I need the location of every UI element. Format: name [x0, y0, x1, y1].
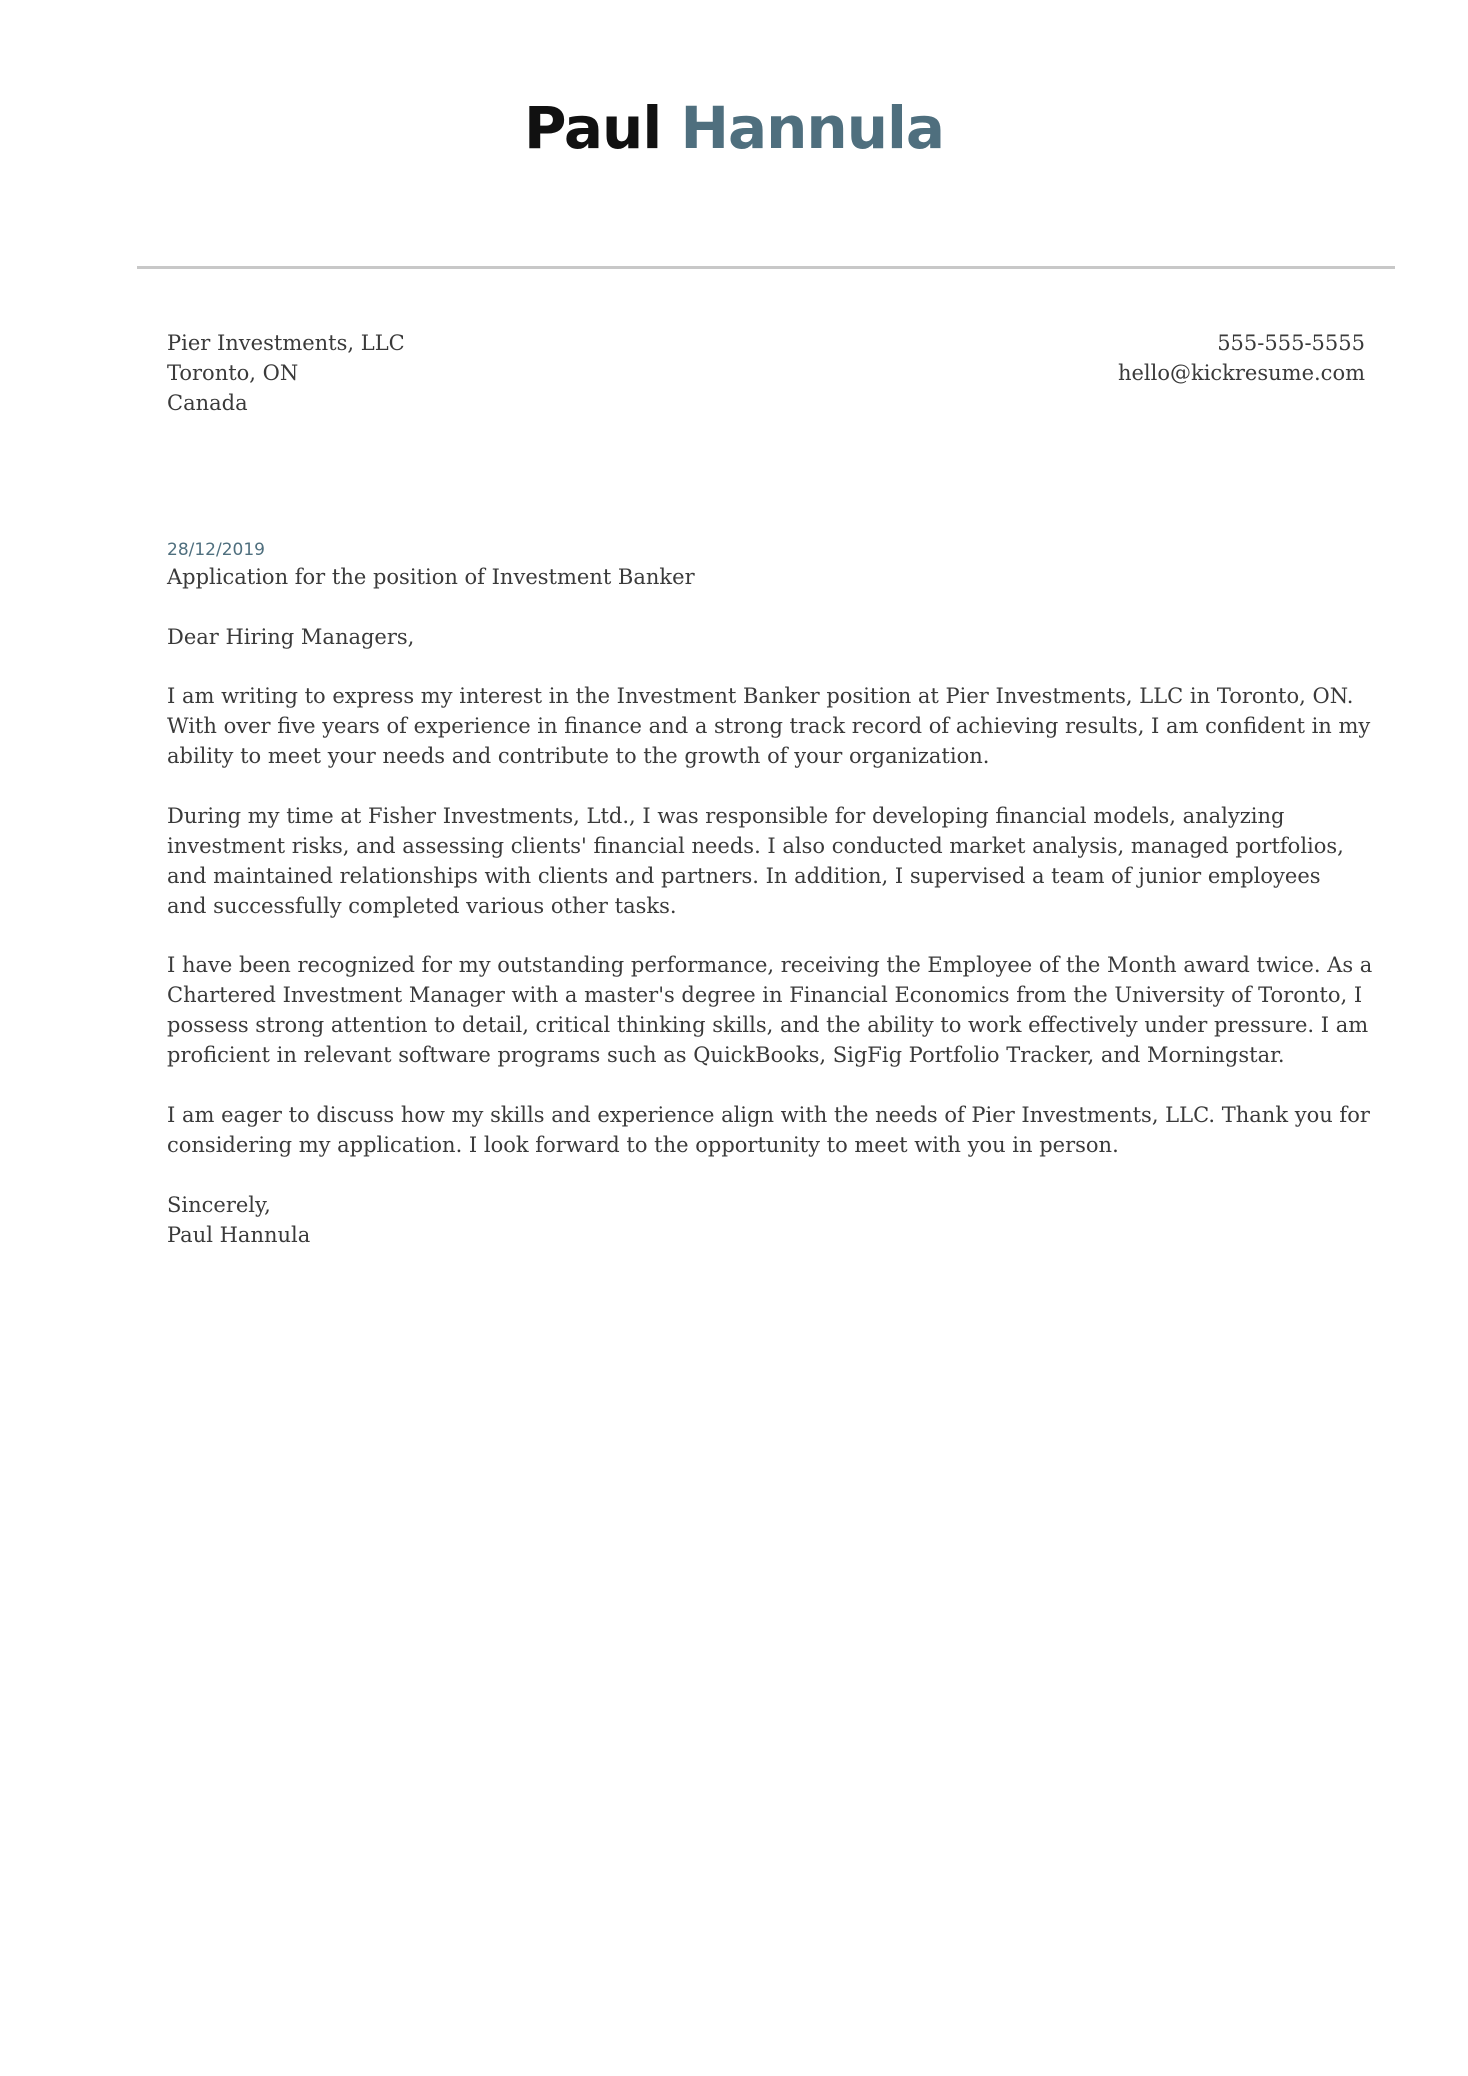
paragraph-line: I have been recognized for my outstanding performance, receiving the Employee of the Month award twice. As a: [167, 953, 1373, 978]
letter-salutation: Dear Hiring Managers,: [167, 624, 415, 649]
recipient-company: Pier Investments, LLC: [167, 331, 405, 355]
contact-email: hello@kickresume.com: [1117, 361, 1365, 385]
header-divider: [137, 266, 1395, 269]
paragraph-line: proficient in relevant software programs such as QuickBooks, SigFig Portfolio Tracker, and Morningstar.: [167, 1043, 1285, 1068]
paragraph-line: I am writing to express my interest in the Investment Banker position at Pier Investments, LLC in Toronto, ON.: [167, 684, 1354, 709]
paragraph-1: [167, 681, 1371, 771]
paragraph-line: I am eager to discuss how my skills and experience align with the needs of Pier Investments, LLC. Thank you for: [167, 1102, 1370, 1127]
applicant-name: [0, 88, 1468, 168]
paragraph-line: possess strong attention to detail, critical thinking skills, and the ability to work effectively under pressure. I am: [167, 1013, 1369, 1038]
contact-phone: 555-555-5555: [1217, 331, 1365, 355]
recipient-city: Toronto, ON: [167, 361, 299, 385]
paragraph-line: ability to meet your needs and contribute to the growth of your organization.: [167, 744, 990, 769]
last-name: Hannula: [680, 94, 945, 162]
paragraph-4: [167, 1100, 1370, 1160]
recipient-address: [167, 328, 405, 418]
paragraph-line: With over five years of experience in finance and a strong track record of achieving results, I am confident in my: [167, 714, 1371, 739]
letter-body: [167, 538, 1373, 1250]
contact-info: [1118, 328, 1365, 388]
recipient-country: Canada: [167, 391, 248, 415]
letter-date: 28/12/2019: [167, 540, 265, 560]
letter-closing: Sincerely,: [167, 1192, 271, 1217]
paragraph-line: During my time at Fisher Investments, Ltd., I was responsible for developing financial models, analyzing: [167, 803, 1285, 828]
first-name: Paul: [523, 94, 662, 162]
paragraph-2: [167, 801, 1367, 921]
paragraph-line: Chartered Investment Manager with a master's degree in Financial Economics from the University of Toronto, I: [167, 983, 1363, 1008]
letter-signature: Paul Hannula: [167, 1222, 311, 1247]
letter-subject: Application for the position of Investment Banker: [167, 565, 695, 589]
paragraph-line: and successfully completed various other tasks.: [167, 893, 677, 918]
paragraph-line: and maintained relationships with clients and partners. In addition, I supervised a team of junior employees: [167, 863, 1321, 888]
paragraph-3: [167, 950, 1373, 1070]
paragraph-line: considering my application. I look forward to the opportunity to meet with you in person.: [167, 1132, 1119, 1157]
paragraph-line: investment risks, and assessing clients' financial needs. I also conducted market analysis, managed portfolios,: [167, 833, 1344, 858]
